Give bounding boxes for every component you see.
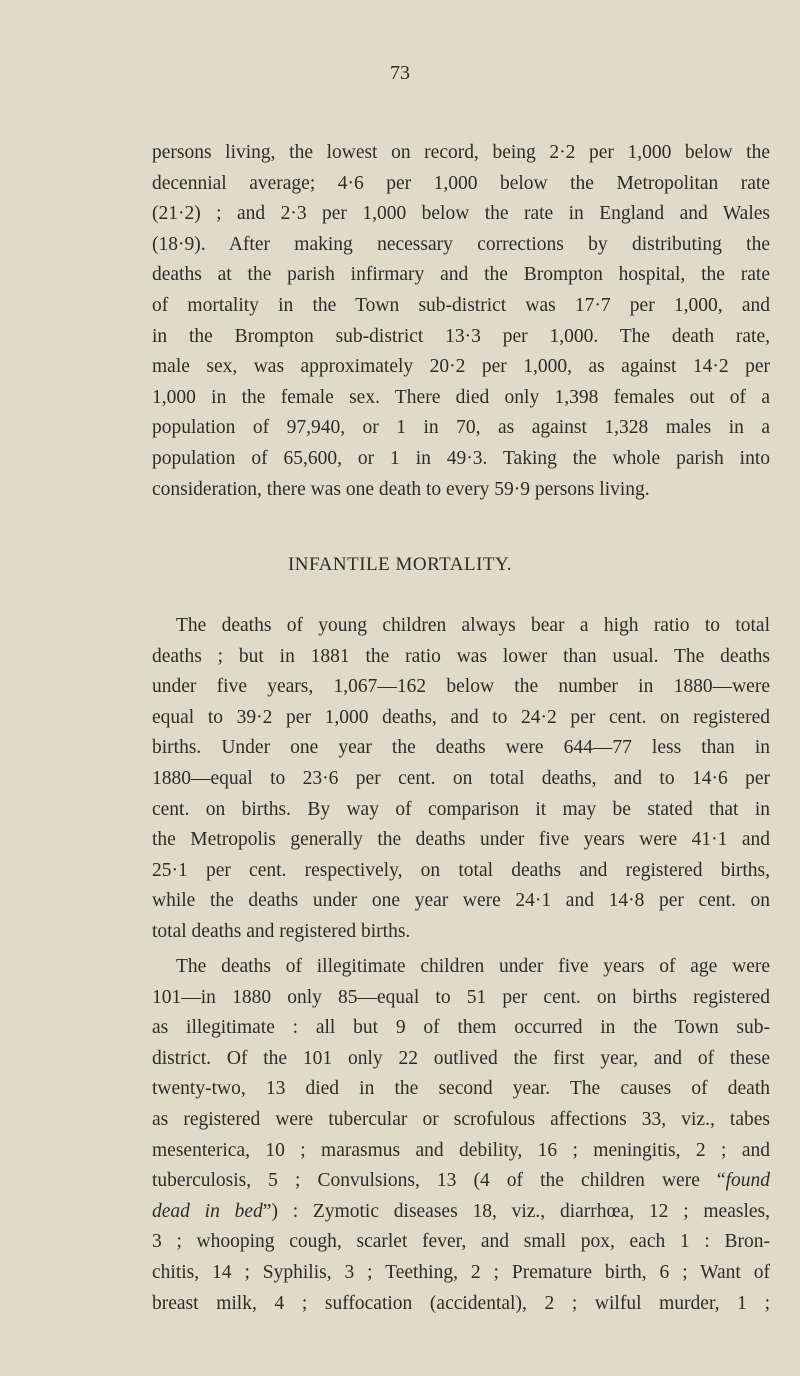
text-line: 3 ; whooping cough, scarlet fever, and small pox, each 1 : Bron- — [152, 1231, 770, 1253]
page-number: 73 — [390, 62, 410, 84]
text-line: while the deaths under one year were 24·1 and 14·8 per cent. on — [152, 890, 770, 912]
text-line: as illegitimate : all but 9 of them occurred in the Town sub- — [152, 1017, 770, 1039]
text-line: as registered were tubercular or scrofulous affections 33, viz., tabes — [152, 1108, 770, 1130]
paragraph-infantile-deaths — [152, 611, 770, 948]
text-line: district. Of the 101 only 22 outlived the first year, and of these — [152, 1047, 770, 1069]
paragraph-mortality-rates — [152, 138, 770, 505]
text-line: decennial average; 4·6 per 1,000 below the Metropolitan rate — [152, 172, 770, 194]
section-heading: INFANTILE MORTALITY. — [287, 554, 513, 575]
text-line: total deaths and registered births. — [152, 920, 411, 942]
text-line: The deaths of illegitimate children under five years of age were — [176, 956, 770, 977]
text-line: mesenterica, 10 ; marasmus and debility, 16 ; meningitis, 2 ; and — [152, 1139, 770, 1161]
text-line: births. Under one year the deaths were 644—77 less than in — [152, 737, 770, 759]
text-line: (21·2) ; and 2·3 per 1,000 below the rate in England and Wales — [152, 203, 770, 225]
text-line: persons living, the lowest on record, being 2·2 per 1,000 below the — [152, 142, 770, 163]
text-line: deaths ; but in 1881 the ratio was lower than usual. The deaths — [152, 645, 770, 667]
text-line: deaths at the parish infirmary and the Brompton hospital, the rate — [152, 264, 770, 286]
text-line: under five years, 1,067—162 below the number in 1880—were — [152, 676, 770, 698]
text-line: tuberculosis, 5 ; Convulsions, 13 (4 of the children were “found — [152, 1170, 770, 1192]
text-line: twenty-two, 13 died in the second year. The causes of death — [152, 1078, 770, 1100]
text-line: consideration, there was one death to every 59·9 persons living. — [152, 478, 650, 500]
text-line: population of 97,940, or 1 in 70, as against 1,328 males in a — [152, 417, 770, 439]
text-line: cent. on births. By way of comparison it may be stated that in — [152, 798, 770, 820]
text-line: population of 65,600, or 1 in 49·3. Taking the whole parish into — [152, 447, 770, 469]
text-line: 1880—equal to 23·6 per cent. on total deaths, and to 14·6 per — [152, 767, 770, 789]
text-line: The deaths of young children always bear a high ratio to total — [176, 615, 770, 636]
text-line: chitis, 14 ; Syphilis, 3 ; Teething, 2 ; Premature birth, 6 ; Want of — [152, 1261, 770, 1283]
text-line: 1,000 in the female sex. There died only 1,398 females out of a — [152, 386, 770, 408]
text-line: of mortality in the Town sub-district was 17·7 per 1,000, and — [152, 294, 770, 316]
paragraph-illegitimate-deaths — [152, 952, 770, 1319]
text-line: 25·1 per cent. respectively, on total deaths and registered births, — [152, 859, 770, 881]
text-line: 101—in 1880 only 85—equal to 51 per cent. on births registered — [152, 986, 770, 1008]
text-line: dead in bed”) : Zymotic diseases 18, viz., diarrhœa, 12 ; measles, — [152, 1200, 770, 1222]
text-line: the Metropolis generally the deaths under five years were 41·1 and — [152, 829, 770, 851]
text-line: (18·9). After making necessary corrections by distributing the — [152, 233, 770, 255]
text-line: breast milk, 4 ; suffocation (accidental), 2 ; wilful murder, 1 ; — [152, 1292, 770, 1314]
text-line: equal to 39·2 per 1,000 deaths, and to 24·2 per cent. on registered — [152, 706, 770, 728]
text-line: male sex, was approximately 20·2 per 1,000, as against 14·2 per — [152, 356, 770, 378]
text-line: in the Brompton sub-district 13·3 per 1,000. The death rate, — [152, 325, 770, 347]
